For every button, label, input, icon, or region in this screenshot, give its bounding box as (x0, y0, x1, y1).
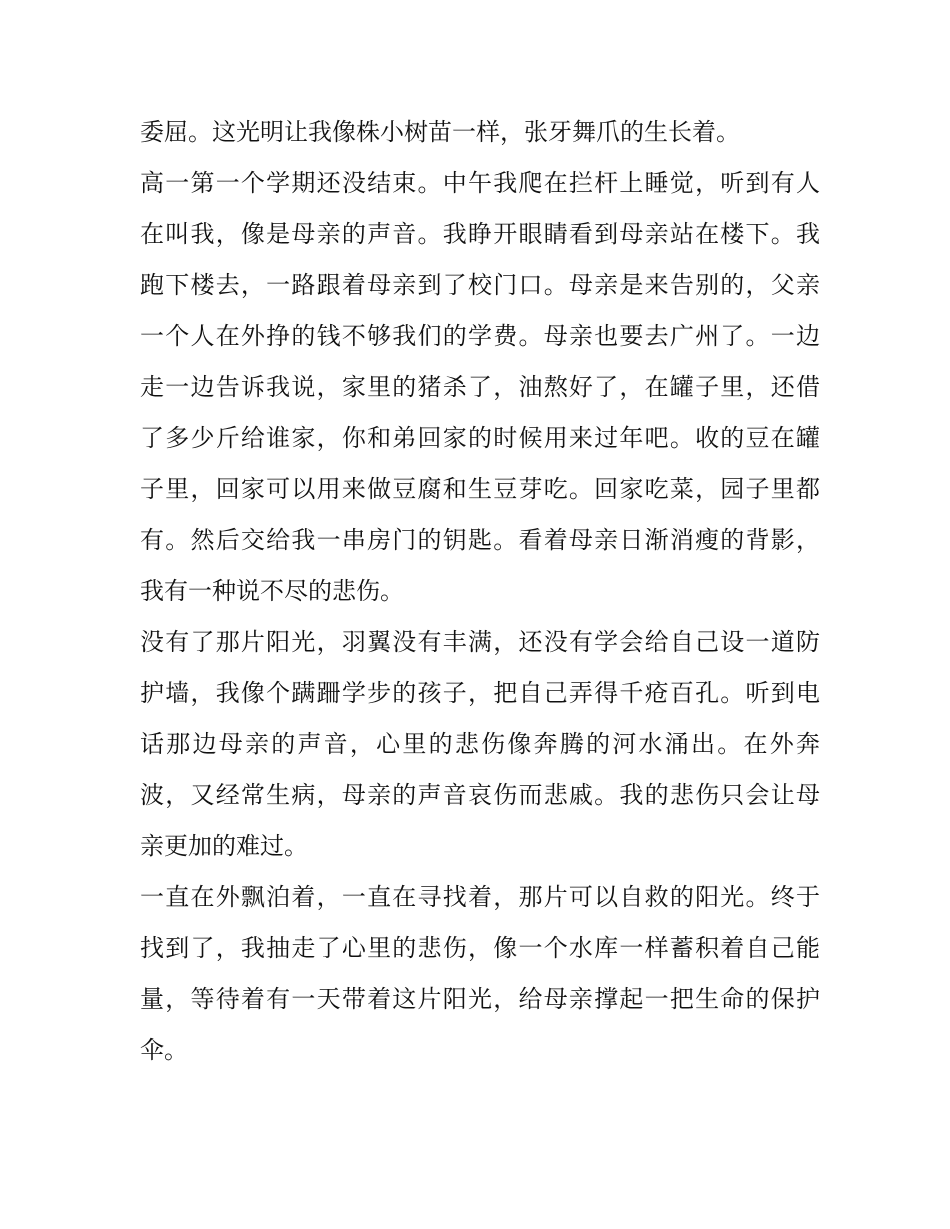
text-line: 跑下楼去，一路跟着母亲到了校门口。母亲是来告别的，父亲 (140, 271, 820, 299)
body-text (140, 107, 820, 1076)
text-line: 子里，回家可以用来做豆腐和生豆芽吃。回家吃菜，园子里都 (140, 475, 820, 503)
text-line: 在叫我，像是母亲的声音。我睁开眼睛看到母亲站在楼下。我 (140, 220, 820, 248)
text-line: 伞。 (140, 1036, 188, 1064)
text-line: 波，又经常生病，母亲的声音哀伤而悲戚。我的悲伤只会让母 (140, 781, 820, 809)
text-line: 一直在外飘泊着，一直在寻找着，那片可以自救的阳光。终于 (140, 883, 820, 911)
text-line: 亲更加的难过。 (140, 832, 308, 860)
text-line: 有。然后交给我一串房门的钥匙。看着母亲日渐消瘦的背影， (140, 526, 820, 554)
text-line: 走一边告诉我说，家里的猪杀了，油熬好了，在罐子里，还借 (140, 373, 820, 401)
text-line: 量，等待着有一天带着这片阳光，给母亲撑起一把生命的保护 (140, 985, 820, 1013)
text-line: 委屈。这光明让我像株小树苗一样，张牙舞爪的生长着。 (140, 118, 740, 146)
text-line: 一个人在外挣的钱不够我们的学费。母亲也要去广州了。一边 (140, 322, 820, 350)
text-line: 没有了那片阳光，羽翼没有丰满，还没有学会给自己设一道防 (140, 628, 820, 656)
text-line: 高一第一个学期还没结束。中午我爬在拦杆上睡觉，听到有人 (140, 169, 820, 197)
text-line: 话那边母亲的声音，心里的悲伤像奔腾的河水涌出。在外奔 (140, 730, 820, 758)
text-line: 我有一种说不尽的悲伤。 (140, 577, 404, 605)
text-line: 了多少斤给谁家，你和弟回家的时候用来过年吧。收的豆在罐 (140, 424, 820, 452)
text-line: 找到了，我抽走了心里的悲伤，像一个水库一样蓄积着自己能 (140, 934, 820, 962)
text-line: 护墙，我像个蹒跚学步的孩子，把自己弄得千疮百孔。听到电 (140, 679, 820, 707)
